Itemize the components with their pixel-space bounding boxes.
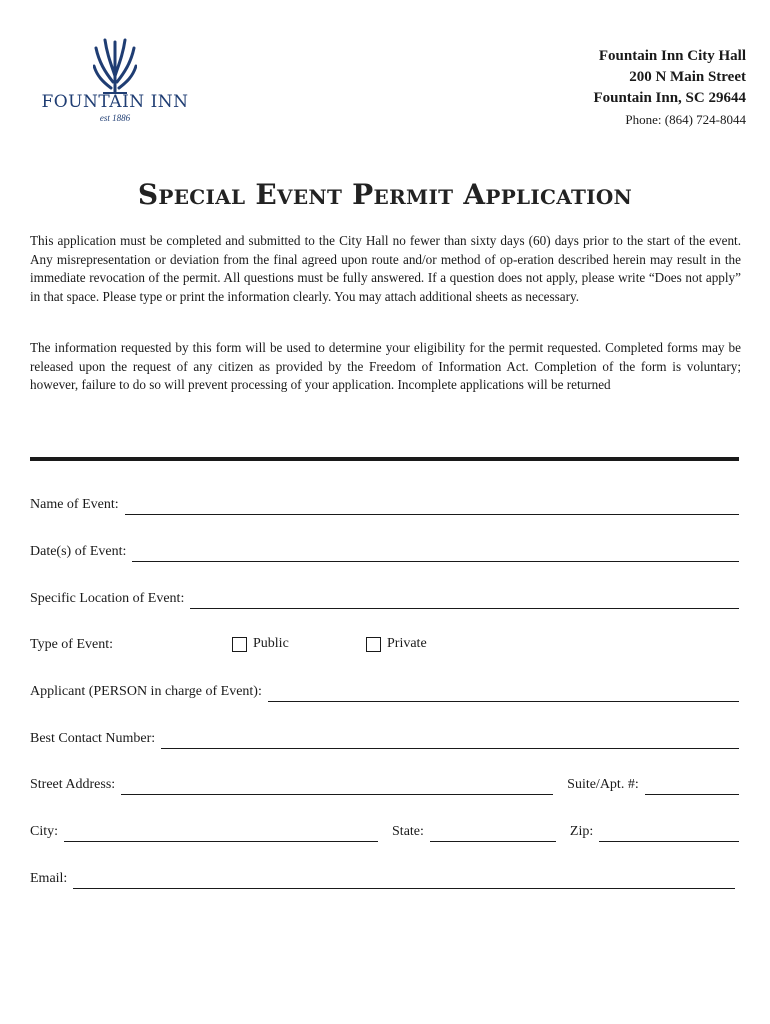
- public-checkbox[interactable]: [232, 637, 247, 652]
- street-address-label: Street Address:: [30, 777, 116, 792]
- email-label: Email:: [30, 871, 68, 886]
- instructions-paragraph-2: The information requested by this form will be used to determine your eligibility for the permit requested. Completed forms may be released upon the request of any citizen as provided by the Freedom of Information Act. Completion of the form is voluntary; however, failure to do so will prevent processing of your application. Incomplete applications will be returned: [30, 340, 741, 393]
- address-line-2: 200 N Main Street: [629, 69, 746, 85]
- fountain-icon: [93, 36, 137, 94]
- event-dates-row: [30, 540, 739, 562]
- address-line-1: Fountain Inn City Hall: [598, 48, 746, 64]
- city-hall-address: [593, 46, 746, 130]
- address-line-3: Fountain Inn, SC 29644: [593, 90, 746, 106]
- event-dates-label: Date(s) of Event:: [30, 544, 127, 559]
- page-title: Special Event Permit Application: [137, 178, 633, 211]
- private-label: Private: [387, 636, 427, 651]
- event-dates-field[interactable]: [132, 545, 739, 562]
- contact-number-label: Best Contact Number:: [30, 731, 156, 746]
- applicant-field[interactable]: [268, 685, 739, 702]
- zip-label: Zip:: [569, 824, 594, 839]
- public-label: Public: [253, 636, 289, 651]
- contact-number-row: [30, 727, 739, 749]
- street-address-row: [30, 773, 739, 795]
- applicant-label: Applicant (PERSON in charge of Event):: [30, 684, 262, 699]
- section-divider: [30, 457, 739, 461]
- phone-number: Phone: (864) 724-8044: [625, 112, 746, 127]
- event-name-row: [30, 493, 739, 515]
- street-address-field[interactable]: [121, 778, 553, 795]
- city-state-zip-row: [30, 820, 739, 842]
- logo-established: est 1886: [99, 113, 131, 123]
- suite-field[interactable]: [645, 778, 739, 795]
- private-checkbox[interactable]: [366, 637, 381, 652]
- suite-label: Suite/Apt. #:: [567, 777, 639, 792]
- city-logo: [30, 36, 200, 136]
- instructions-paragraph-1: This application must be completed and submitted to the City Hall no fewer than sixty days (60) days prior to the start of the event. Any misrepresentation or deviation from the final agreed upon route and/or method of op-eration described herein may result in the immediate revocation of the permit. All questions must be fully answered. If a question does not apply, please write “Does not apply” in that space. Please type or print the information clearly. You may attach additional sheets as necessary.: [30, 233, 741, 304]
- private-option[interactable]: [366, 636, 427, 652]
- event-type-label: Type of Event:: [30, 637, 113, 652]
- applicant-row: [30, 680, 739, 702]
- event-location-row: [30, 587, 739, 609]
- contact-number-field[interactable]: [161, 732, 739, 749]
- state-field[interactable]: [430, 825, 556, 842]
- event-name-label: Name of Event:: [30, 497, 119, 512]
- public-option[interactable]: [232, 636, 289, 652]
- logo-name: FOUNTAIN INN: [41, 92, 189, 112]
- email-field[interactable]: [73, 872, 735, 889]
- city-field[interactable]: [64, 825, 378, 842]
- event-location-label: Specific Location of Event:: [30, 591, 185, 606]
- event-name-field[interactable]: [125, 498, 739, 515]
- state-label: State:: [392, 824, 424, 839]
- zip-field[interactable]: [599, 825, 739, 842]
- event-location-field[interactable]: [190, 592, 739, 609]
- city-label: City:: [30, 824, 59, 839]
- email-row: [30, 867, 735, 889]
